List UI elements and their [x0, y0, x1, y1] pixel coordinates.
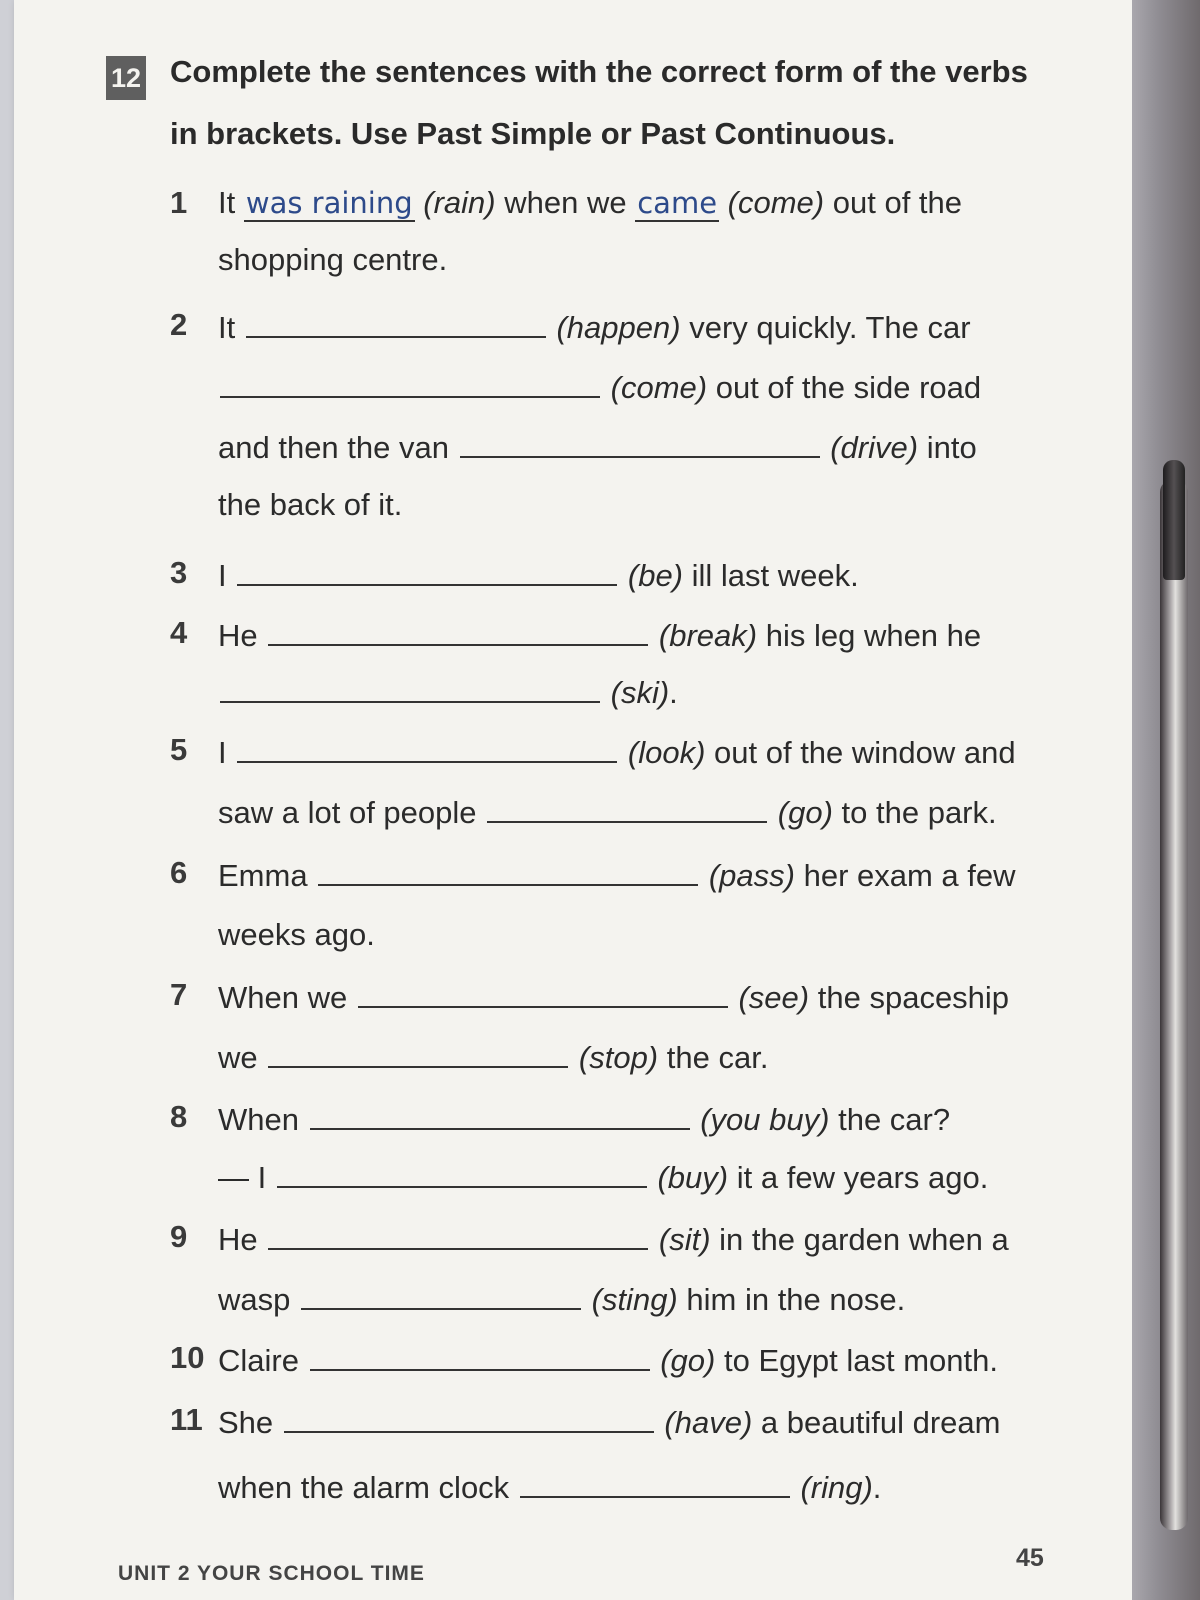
- verb-hint: (pass): [708, 858, 795, 893]
- sentence-text: ill last week.: [691, 558, 859, 593]
- sentence-text: .: [669, 675, 678, 710]
- answer-blank[interactable]: [318, 848, 698, 886]
- verb-hint: (look): [627, 735, 706, 770]
- page-number: 45: [1016, 1544, 1044, 1572]
- sentence-text: the car.: [666, 1040, 769, 1075]
- item-number: 4: [170, 615, 188, 650]
- sentence-text: out of the side road: [715, 370, 982, 405]
- example-answer: came: [637, 186, 718, 220]
- verb-hint: (come): [610, 370, 708, 405]
- sentence-text: I: [218, 558, 227, 593]
- verb-hint: (break): [658, 618, 758, 653]
- item-number: 8: [170, 1099, 188, 1134]
- sentence-text: He: [218, 1222, 258, 1257]
- sentence-text: wasp: [218, 1282, 291, 1317]
- sentence-text: He: [218, 618, 258, 653]
- answer-blank[interactable]: [268, 1030, 568, 1068]
- sentence-text: a beautiful dream: [760, 1405, 1001, 1440]
- verb-hint: (ring): [800, 1470, 873, 1505]
- sentence-text: It: [218, 185, 236, 220]
- sentence-text: his leg when he: [765, 618, 982, 653]
- sentence-text: in the garden when a: [719, 1222, 1009, 1257]
- answer-blank[interactable]: [237, 548, 617, 586]
- sentence-text: to the park.: [841, 795, 997, 830]
- verb-hint: (be): [627, 558, 684, 593]
- sentence-text: When: [218, 1102, 299, 1137]
- sentence-text: — I: [218, 1160, 267, 1195]
- verb-hint: (happen): [556, 310, 681, 345]
- item-number: 9: [170, 1219, 188, 1254]
- sentence-text: out of the: [832, 185, 963, 220]
- sentence-text: very quickly. The car: [689, 310, 971, 345]
- sentence-text: to Egypt last month.: [723, 1343, 998, 1378]
- verb-hint: (rain): [423, 185, 496, 220]
- verb-hint: (buy): [657, 1160, 729, 1195]
- verb-hint: (ski): [610, 675, 670, 710]
- item-number: 5: [170, 732, 188, 767]
- verb-hint: (go): [777, 795, 833, 830]
- sentence-text: She: [218, 1405, 274, 1440]
- answer-blank[interactable]: [520, 1460, 790, 1498]
- sentence-text: when we: [504, 185, 627, 220]
- pen-icon: [1160, 480, 1188, 1530]
- verb-hint: (sit): [658, 1222, 711, 1257]
- sentence-text: it a few years ago.: [736, 1160, 989, 1195]
- verb-hint: (see): [738, 980, 810, 1015]
- answer-blank[interactable]: [237, 725, 617, 763]
- sentence-text: weeks ago.: [218, 917, 375, 952]
- answer-blank[interactable]: [301, 1272, 581, 1310]
- sentence-text: shopping centre.: [218, 242, 448, 277]
- answer-blank[interactable]: [487, 785, 767, 823]
- example-answer: was raining: [245, 186, 413, 220]
- answer-blank[interactable]: [358, 970, 728, 1008]
- sentence-text: we: [218, 1040, 258, 1075]
- answer-blank[interactable]: [220, 360, 600, 398]
- item-number: 11: [170, 1402, 203, 1437]
- exercise-title-line-2: in brackets. Use Past Simple or Past Continuous.: [170, 116, 896, 151]
- exercise-title-line-1: Complete the sentences with the correct form of the verbs: [170, 54, 1028, 89]
- sentence-text: I: [218, 735, 227, 770]
- sentence-text: When we: [218, 980, 348, 1015]
- sentence-text: the car?: [838, 1102, 951, 1137]
- answer-blank[interactable]: [246, 300, 546, 338]
- verb-hint: (go): [660, 1343, 716, 1378]
- item-number: 10: [170, 1340, 205, 1375]
- item-number: 6: [170, 855, 188, 890]
- verb-hint: (sting): [591, 1282, 678, 1317]
- sentence-text: out of the window and: [714, 735, 1016, 770]
- sentence-text: Emma: [218, 858, 308, 893]
- answer-blank[interactable]: [220, 665, 600, 703]
- answer-blank[interactable]: [277, 1150, 647, 1188]
- answer-blank[interactable]: [310, 1333, 650, 1371]
- answer-blank[interactable]: [268, 1212, 648, 1250]
- item-number: 7: [170, 977, 188, 1012]
- answer-blank[interactable]: [310, 1092, 690, 1130]
- verb-hint: (you buy): [700, 1102, 830, 1137]
- sentence-text: the back of it.: [218, 487, 403, 522]
- item-number: 2: [170, 307, 188, 342]
- sentence-text: saw a lot of people: [218, 795, 477, 830]
- pen-cap: [1163, 460, 1185, 580]
- sentence-text: Claire: [218, 1343, 299, 1378]
- verb-hint: (drive): [830, 430, 919, 465]
- answer-blank[interactable]: [284, 1395, 654, 1433]
- answer-blank[interactable]: [460, 420, 820, 458]
- sentence-text: It: [218, 310, 236, 345]
- item-number: 3: [170, 555, 188, 590]
- item-number: 1: [170, 185, 188, 220]
- verb-hint: (come): [727, 185, 825, 220]
- exercise-number-badge: 12: [106, 56, 146, 100]
- sentence-text: her exam a few: [803, 858, 1016, 893]
- sentence-text: when the alarm clock: [218, 1470, 510, 1505]
- unit-footer: UNIT 2 YOUR SCHOOL TIME: [118, 1562, 425, 1585]
- sentence-text: and then the van: [218, 430, 449, 465]
- verb-hint: (stop): [578, 1040, 659, 1075]
- sentence-text: him in the nose.: [686, 1282, 906, 1317]
- answer-blank[interactable]: [268, 608, 648, 646]
- sentence-text: the spaceship: [817, 980, 1010, 1015]
- sentence-text: into: [926, 430, 977, 465]
- verb-hint: (have): [664, 1405, 753, 1440]
- sentence-text: .: [872, 1470, 882, 1505]
